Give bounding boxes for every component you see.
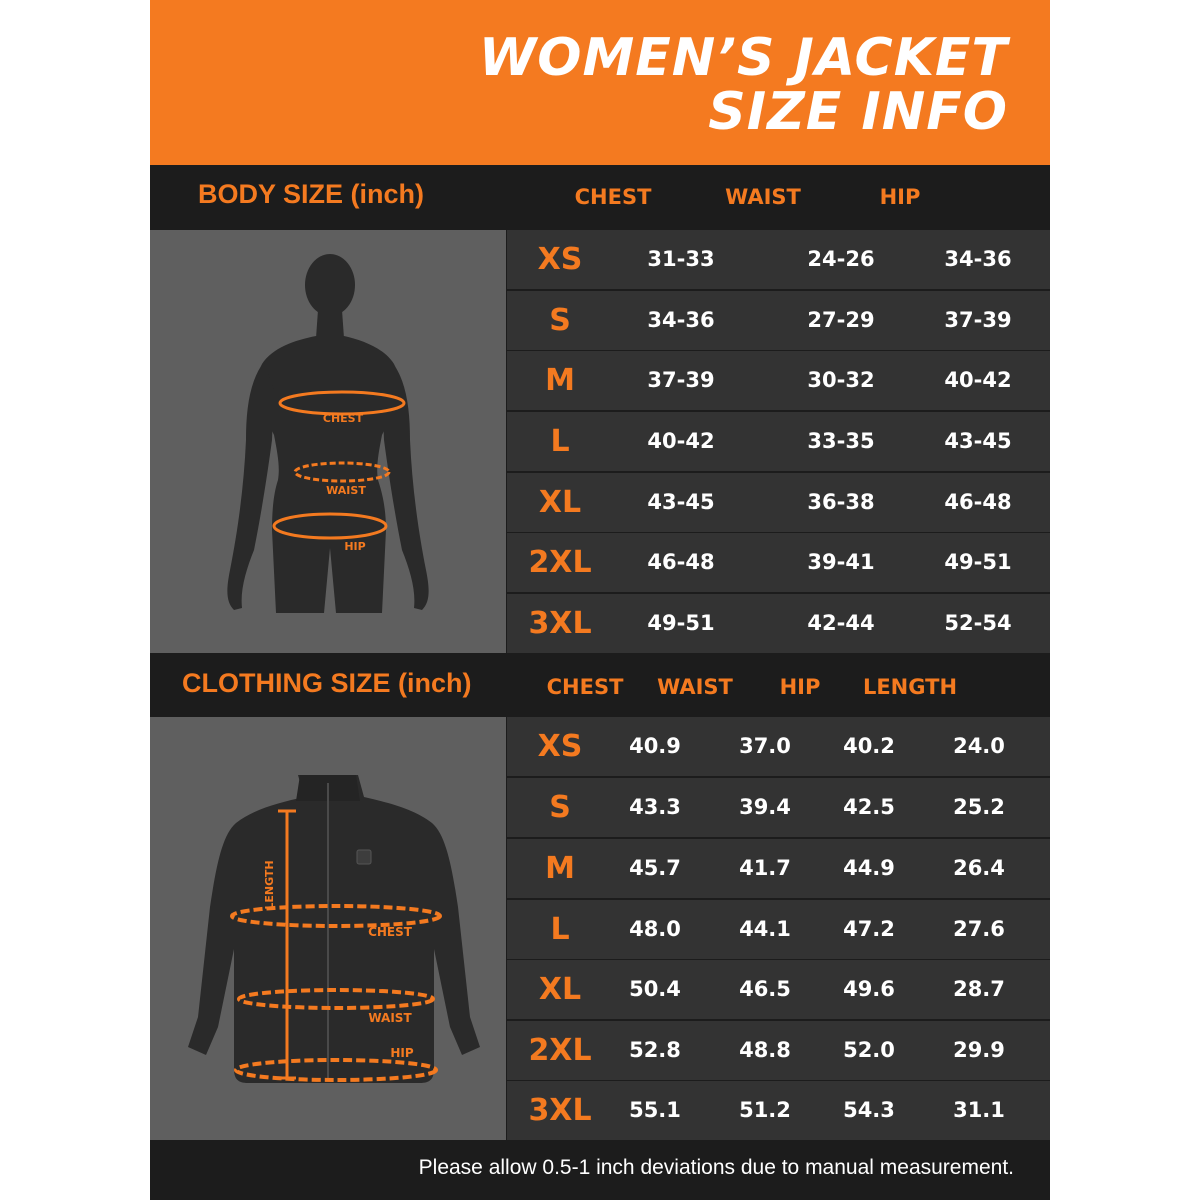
hip-value: 54.3 xyxy=(843,1098,895,1122)
table-row xyxy=(507,778,1050,837)
table-row xyxy=(507,351,1050,410)
body-col-waist: WAIST xyxy=(725,185,801,209)
length-value: 24.0 xyxy=(953,734,1005,758)
waist-value: 37.0 xyxy=(739,734,791,758)
chest-value: 49-51 xyxy=(647,611,715,635)
chest-value: 34-36 xyxy=(647,308,715,332)
hip-value: 40-42 xyxy=(944,368,1012,392)
body-figure-panel xyxy=(150,230,506,653)
length-value: 25.2 xyxy=(953,795,1005,819)
body-col-hip: HIP xyxy=(879,185,921,209)
chest-value: 55.1 xyxy=(629,1098,681,1122)
clothing-size-header xyxy=(150,653,1050,717)
waist-value: 41.7 xyxy=(739,856,791,880)
clothing-col-hip: HIP xyxy=(779,675,821,699)
waist-value: 36-38 xyxy=(807,490,875,514)
size-label: L xyxy=(550,424,570,459)
waist-value: 30-32 xyxy=(807,368,875,392)
length-value: 27.6 xyxy=(953,917,1005,941)
clothing-col-waist: WAIST xyxy=(657,675,733,699)
table-row xyxy=(507,960,1050,1019)
body-label-hip: HIP xyxy=(344,540,366,553)
size-label: 2XL xyxy=(528,545,592,580)
jacket-label-length: LENGTH xyxy=(263,860,276,910)
waist-value: 24-26 xyxy=(807,247,875,271)
length-value: 29.9 xyxy=(953,1038,1005,1062)
waist-value: 51.2 xyxy=(739,1098,791,1122)
table-row xyxy=(507,230,1050,289)
table-row xyxy=(507,533,1050,592)
size-label: XL xyxy=(538,972,582,1007)
hip-value: 44.9 xyxy=(843,856,895,880)
size-label: XS xyxy=(537,242,583,277)
size-label: S xyxy=(549,790,571,825)
hip-value: 49-51 xyxy=(944,550,1012,574)
table-row xyxy=(507,473,1050,532)
size-label: XL xyxy=(538,485,582,520)
table-row xyxy=(507,412,1050,471)
clothing-col-length: LENGTH xyxy=(862,675,958,699)
size-chart xyxy=(150,0,1050,1200)
table-row xyxy=(507,839,1050,898)
size-label: M xyxy=(545,363,575,398)
measurement-note: Please allow 0.5-1 inch deviations due to manual measurement. xyxy=(418,1156,1014,1179)
chest-value: 40-42 xyxy=(647,429,715,453)
jacket-label-waist: WAIST xyxy=(368,1011,412,1025)
size-label: 3XL xyxy=(528,1093,592,1128)
table-row xyxy=(507,717,1050,776)
chest-value: 46-48 xyxy=(647,550,715,574)
chest-value: 43-45 xyxy=(647,490,715,514)
body-size-title: BODY SIZE (inch) xyxy=(198,179,425,209)
length-value: 26.4 xyxy=(953,856,1005,880)
size-label: 2XL xyxy=(528,1033,592,1068)
size-label: S xyxy=(549,303,571,338)
chest-value: 43.3 xyxy=(629,795,681,819)
waist-value: 27-29 xyxy=(807,308,875,332)
title-line-1: WOMEN’S JACKET xyxy=(478,28,1008,88)
hip-value: 43-45 xyxy=(944,429,1012,453)
chest-value: 50.4 xyxy=(629,977,681,1001)
hip-value: 46-48 xyxy=(944,490,1012,514)
hip-value: 52-54 xyxy=(944,611,1012,635)
hip-value: 37-39 xyxy=(944,308,1012,332)
table-row xyxy=(507,1081,1050,1140)
chest-value: 48.0 xyxy=(629,917,681,941)
title-line-2: SIZE INFO xyxy=(708,82,1008,142)
size-label: 3XL xyxy=(528,606,592,641)
waist-value: 48.8 xyxy=(739,1038,791,1062)
body-label-chest: CHEST xyxy=(322,412,364,425)
waist-value: 46.5 xyxy=(739,977,791,1001)
table-row xyxy=(507,1021,1050,1080)
waist-value: 44.1 xyxy=(739,917,791,941)
waist-value: 42-44 xyxy=(807,611,875,635)
waist-value: 39-41 xyxy=(807,550,875,574)
hip-value: 42.5 xyxy=(843,795,895,819)
jacket-label-chest: CHEST xyxy=(368,925,412,939)
length-value: 28.7 xyxy=(953,977,1005,1001)
hip-value: 47.2 xyxy=(843,917,895,941)
female-body-silhouette xyxy=(150,230,506,653)
waist-value: 33-35 xyxy=(807,429,875,453)
waist-value: 39.4 xyxy=(739,795,791,819)
size-label: XS xyxy=(537,729,583,764)
chest-value: 40.9 xyxy=(629,734,681,758)
body-label-waist: WAIST xyxy=(326,484,366,497)
size-label: L xyxy=(550,912,570,947)
hip-value: 40.2 xyxy=(843,734,895,758)
header-banner xyxy=(150,0,1050,165)
chest-value: 45.7 xyxy=(629,856,681,880)
chest-value: 37-39 xyxy=(647,368,715,392)
body-size-header xyxy=(150,165,1050,230)
chest-value: 52.8 xyxy=(629,1038,681,1062)
clothing-size-title: CLOTHING SIZE (inch) xyxy=(182,668,472,698)
body-col-chest: CHEST xyxy=(574,185,652,209)
table-row xyxy=(507,900,1050,959)
jacket-figure-panel xyxy=(150,717,506,1140)
table-row xyxy=(507,594,1050,653)
size-label: M xyxy=(545,851,575,886)
hip-value: 34-36 xyxy=(944,247,1012,271)
table-row xyxy=(507,291,1050,350)
footer xyxy=(150,1140,1050,1200)
jacket-silhouette xyxy=(150,717,506,1140)
hip-value: 52.0 xyxy=(843,1038,895,1062)
jacket-label-hip: HIP xyxy=(390,1046,414,1060)
chest-value: 31-33 xyxy=(647,247,715,271)
length-value: 31.1 xyxy=(953,1098,1005,1122)
clothing-col-chest: CHEST xyxy=(546,675,624,699)
hip-value: 49.6 xyxy=(843,977,895,1001)
